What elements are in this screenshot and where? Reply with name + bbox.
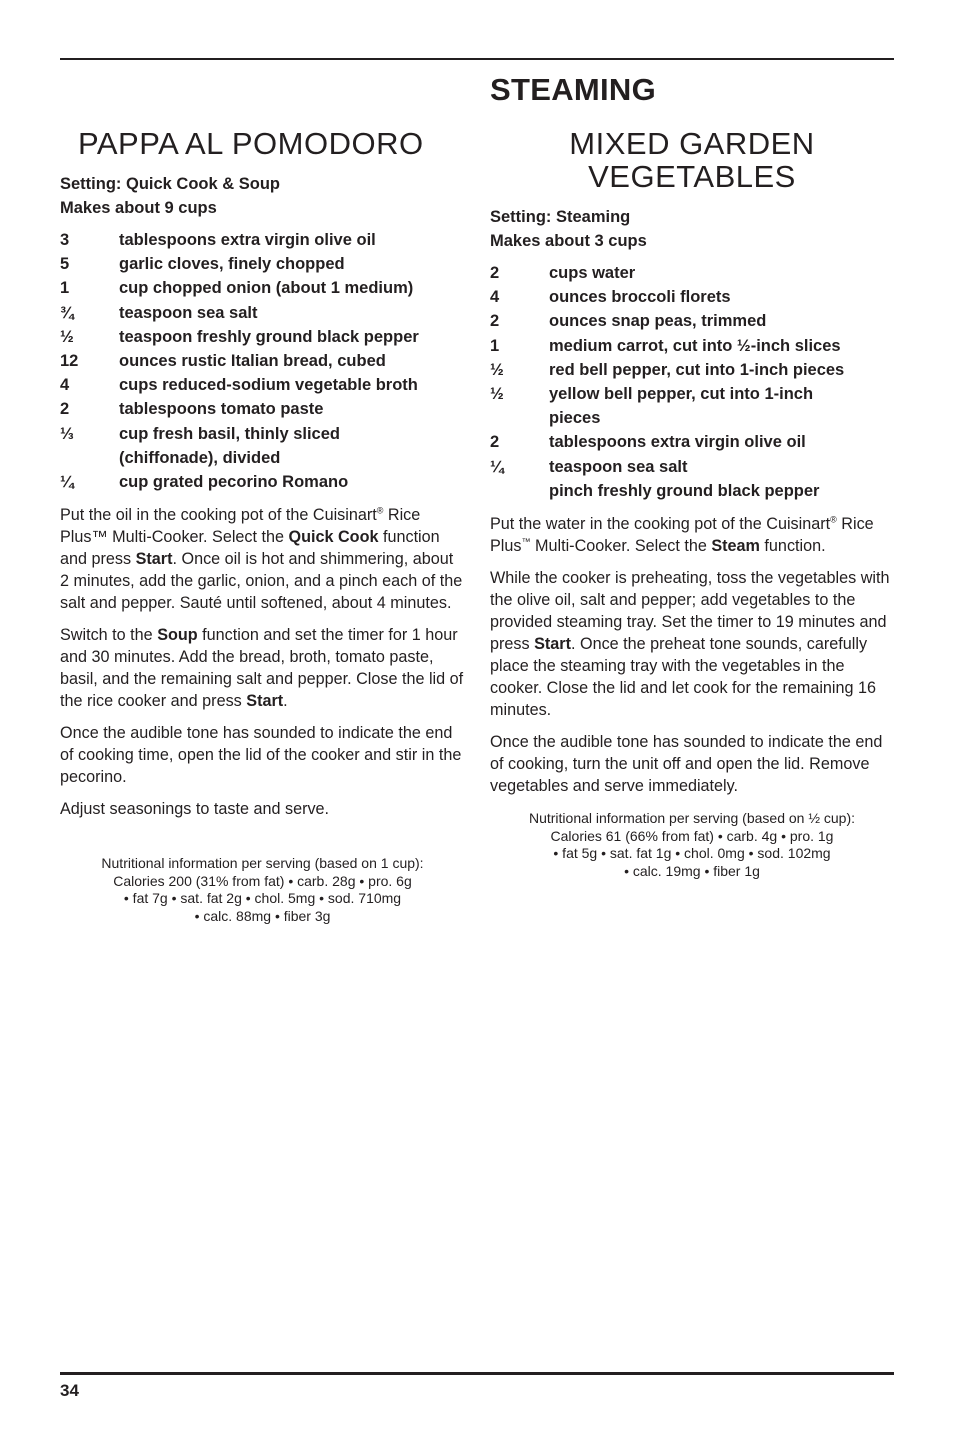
nutrition-info-pappa: Nutritional information per serving (based on 1 cup): Calories 200 (31% from fat) • carb. 28g • pro. 6g • fat 7g • sat. fat 2g • chol. 5mg • sod. 710mg • calc. 88mg • fiber 3g (101, 855, 424, 924)
ingredient-row (60, 422, 465, 470)
ingredient-qty (490, 479, 549, 503)
nutrition-info-vegetables: Nutritional information per serving (based on ½ cup): Calories 61 (66% from fat) • carb. 4g • pro. 1g • fat 5g • sat. fat 1g • chol. 0mg • sod. 102mg • calc. 19mg • fiber 1g (528, 810, 856, 879)
setting-label: Setting: Steaming (490, 208, 631, 226)
ingredient-item: cups reduced-sodium vegetable broth (119, 376, 418, 395)
ingredient-row (60, 301, 465, 325)
instruction-paragraph: While the cooker is preheating, toss the vegetables with the olive oil, salt and pepper; add vegetables to the provided steaming tray. Set the timer to 19 minutes and press Start. Once the preheat tone sounds, carefully place the steaming tray with the vegetables in the cooker. Close the lid and let cook for the remaining 16 minutes. (490, 569, 890, 719)
ingredient-row (60, 373, 465, 397)
yield-label: Makes about 3 cups (490, 232, 647, 250)
ingredient-item: red bell pepper, cut into 1-inch pieces (549, 360, 845, 379)
ingredient-row (60, 276, 465, 300)
ingredient-row (490, 455, 894, 479)
page-number: 34 (60, 1381, 79, 1400)
ingredient-row (60, 325, 465, 349)
ingredient-row (490, 334, 894, 358)
ingredient-item: cups water (549, 264, 636, 282)
button-name: Start (135, 550, 173, 568)
setting-label: Setting: Quick Cook & Soup (60, 175, 281, 193)
bottom-rule (60, 1372, 894, 1375)
ingredient-qty: ½ (490, 360, 504, 379)
setting-name: Soup (157, 626, 198, 644)
recipe-meta-vegetables (490, 205, 647, 253)
ingredient-row (60, 228, 465, 252)
ingredient-item: teaspoon sea salt (549, 457, 688, 476)
ingredient-item: cup grated pecorino Romano (119, 473, 349, 492)
ingredient-item: cup chopped onion (about 1 medium) (119, 279, 414, 298)
ingredient-item: cup fresh basil, thinly sliced (chiffonade), divided (119, 424, 340, 467)
setting-name: Steam (711, 537, 760, 555)
ingredient-row (490, 382, 894, 430)
instructions-vegetables (490, 513, 894, 807)
ingredient-qty: 5 (60, 255, 70, 274)
ingredient-item: garlic cloves, finely chopped (119, 255, 345, 274)
ingredient-row (60, 252, 465, 276)
ingredient-item: teaspoon freshly ground black pepper (119, 327, 419, 346)
ingredient-row (60, 470, 465, 494)
ingredient-row (490, 261, 894, 285)
ingredient-qty: ½ (60, 327, 74, 346)
ingredient-row (490, 358, 894, 382)
ingredient-item: ounces snap peas, trimmed (549, 312, 767, 331)
section-title: STEAMING (490, 72, 657, 107)
ingredient-row (490, 479, 894, 503)
ingredient-item: pinch freshly ground black pepper (549, 481, 820, 500)
ingredient-item: tablespoons extra virgin olive oil (119, 231, 376, 249)
ingredient-qty: 2 (490, 433, 500, 452)
ingredient-item: ounces broccoli florets (549, 288, 731, 307)
yield-label: Makes about 9 cups (60, 199, 217, 217)
ingredient-item: teaspoon sea salt (119, 303, 258, 322)
setting-name: Quick Cook (288, 528, 379, 546)
ingredient-row (60, 397, 465, 421)
instruction-paragraph: Put the oil in the cooking pot of the Cuisinart® Rice Plus™ Multi-Cooker. Select the Quick Cook function and press Start. Once oil is hot and shimmering, about 2 minutes, add the garlic, onion, and a pinch each of the salt and pepper. Sauté until softened, about 4 minutes. (60, 505, 463, 612)
button-name: Start (246, 692, 284, 710)
ingredient-qty: 1 (60, 279, 70, 298)
ingredient-list-vegetables (490, 261, 894, 503)
ingredient-qty: 2 (60, 400, 70, 419)
ingredient-qty: 4 (490, 288, 500, 307)
ingredient-list-pappa (60, 228, 465, 494)
instruction-paragraph: Once the audible tone has sounded to indicate the end of cooking time, open the lid of the cooker and stir in the pecorino. (60, 724, 462, 786)
instruction-paragraph: Put the water in the cooking pot of the Cuisinart® Rice Plus™ Multi-Cooker. Select the Steam function. (490, 514, 874, 555)
ingredient-qty: 12 (60, 352, 79, 371)
ingredient-qty: 1 (490, 336, 500, 355)
ingredient-qty: ¼ (490, 457, 504, 476)
ingredient-qty: 3 (60, 231, 70, 249)
instruction-paragraph: Once the audible tone has sounded to indicate the end of cooking, turn the unit off and open the lid. Remove vegetables and serve immediately. (490, 733, 883, 795)
instruction-paragraph: Switch to the Soup function and set the timer for 1 hour and 30 minutes. Add the bread, broth, tomato paste, basil, and the remaining salt and pepper. Close the lid of the rice cooker and press Start. (60, 626, 464, 710)
instruction-paragraph: Adjust seasonings to taste and serve. (60, 800, 330, 818)
ingredient-item: medium carrot, cut into ½-inch slices (549, 336, 841, 355)
ingredient-item: tablespoons tomato paste (119, 400, 324, 419)
ingredient-qty: ¼ (60, 473, 74, 492)
ingredient-row (60, 349, 465, 373)
ingredient-item: yellow bell pepper, cut into 1-inch pieces (549, 385, 814, 428)
ingredient-qty: 2 (490, 312, 500, 331)
ingredient-qty: 4 (60, 376, 70, 395)
recipe-meta-pappa (60, 172, 280, 220)
ingredient-qty: 2 (490, 264, 500, 282)
ingredient-row (490, 430, 894, 454)
ingredient-row (490, 309, 894, 333)
ingredient-item: tablespoons extra virgin olive oil (549, 433, 806, 452)
ingredient-qty: ½ (490, 385, 504, 404)
recipe-title-pappa: PAPPA AL POMODORO (78, 126, 424, 161)
recipe-title-vegetables: MIXED GARDEN VEGETABLES (569, 126, 815, 194)
ingredient-row (490, 285, 894, 309)
top-rule (60, 58, 894, 60)
ingredient-qty: ⅓ (60, 424, 74, 443)
ingredient-item: ounces rustic Italian bread, cubed (119, 352, 386, 371)
button-name: Start (534, 635, 571, 653)
instructions-pappa (60, 504, 465, 830)
ingredient-qty: ¾ (60, 303, 74, 322)
